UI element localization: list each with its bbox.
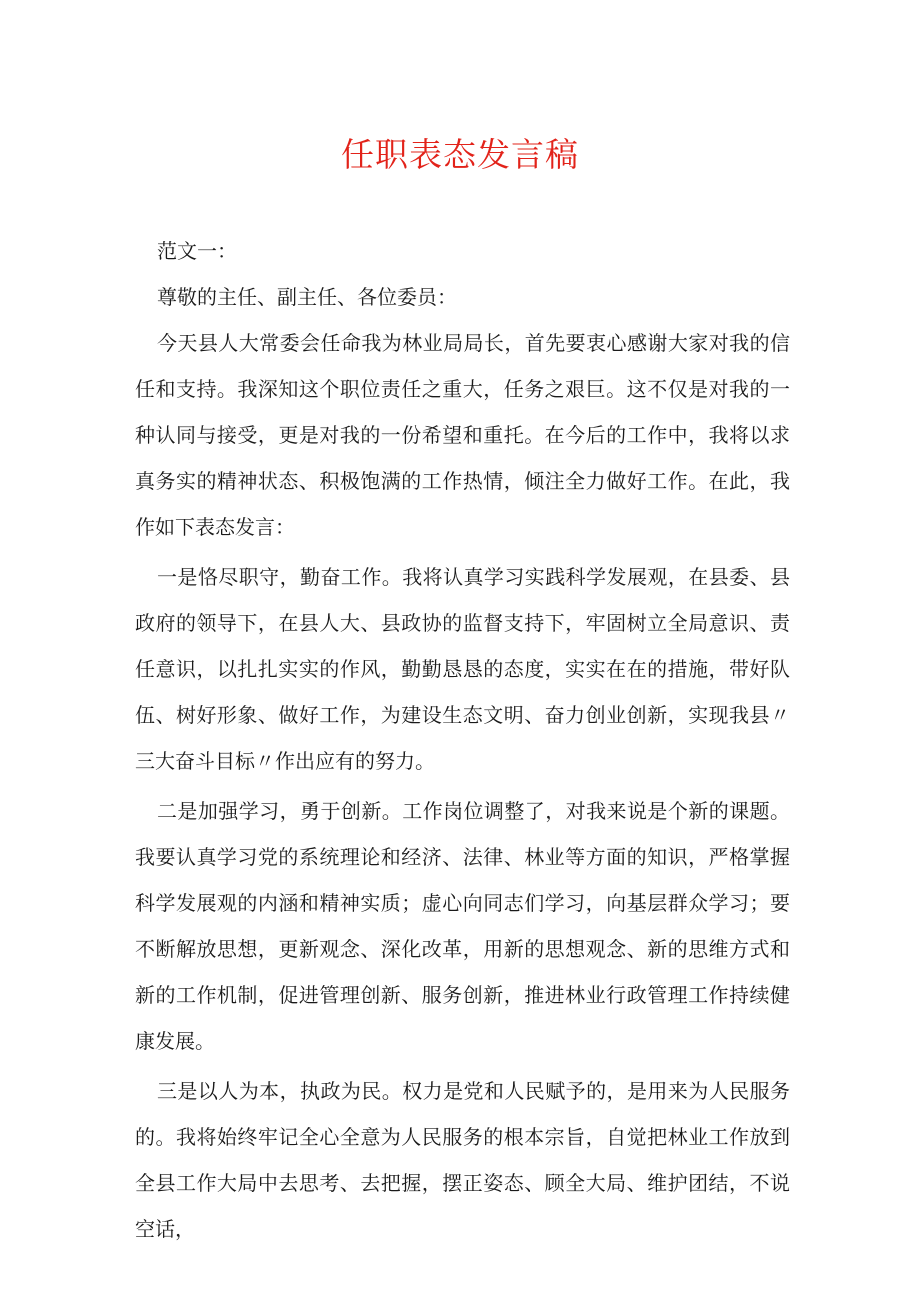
- paragraph-salutation: 尊敬的主任、副主任、各位委员：: [157, 285, 457, 309]
- paragraph-point-three: 三是以人为本，执政为民。权力是党和人民赋予的，是用来为人民服务的。我将始终牢记全心全意为人民服务的根本宗旨，自觉把林业工作放到全县工作大局中去思考、去把握，摆正姿态、顾全大局、维护团结，不说空话，: [135, 1079, 790, 1241]
- paragraph-intro: 今天县人大常委会任命我为林业局局长，首先要衷心感谢大家对我的信任和支持。我深知这个职位责任之重大，任务之艰巨。这不仅是对我的一种认同与接受，更是对我的一份希望和重托。在今后的工作中，我将以求真务实的精神状态、积极饱满的工作热情，倾注全力做好工作。在此，我作如下表态发言：: [135, 331, 790, 539]
- document-title: 任职表态发言稿: [341, 135, 579, 174]
- paragraph-heading: 范文一：: [157, 239, 237, 263]
- document-body: [135, 228, 790, 1252]
- paragraph-point-two: 二是加强学习，勇于创新。工作岗位调整了，对我来说是个新的课题。我要认真学习党的系统理论和经济、法律、林业等方面的知识，严格掌握科学发展观的内涵和精神实质；虚心向同志们学习，向基层群众学习；要不断解放思想，更新观念、深化改革，用新的思想观念、新的思维方式和新的工作机制，促进管理创新、服务创新，推进林业行政管理工作持续健康发展。: [135, 799, 790, 1053]
- paragraph-point-one: 一是恪尽职守，勤奋工作。我将认真学习实践科学发展观，在县委、县政府的领导下，在县人大、县政协的监督支持下，牢固树立全局意识、责任意识，以扎扎实实的作风，勤勤恳恳的态度，实实在在的措施，带好队伍、树好形象、做好工作，为建设生态文明、奋力创业创新，实现我县〃三大奋斗目标〃作出应有的努力。: [135, 565, 790, 773]
